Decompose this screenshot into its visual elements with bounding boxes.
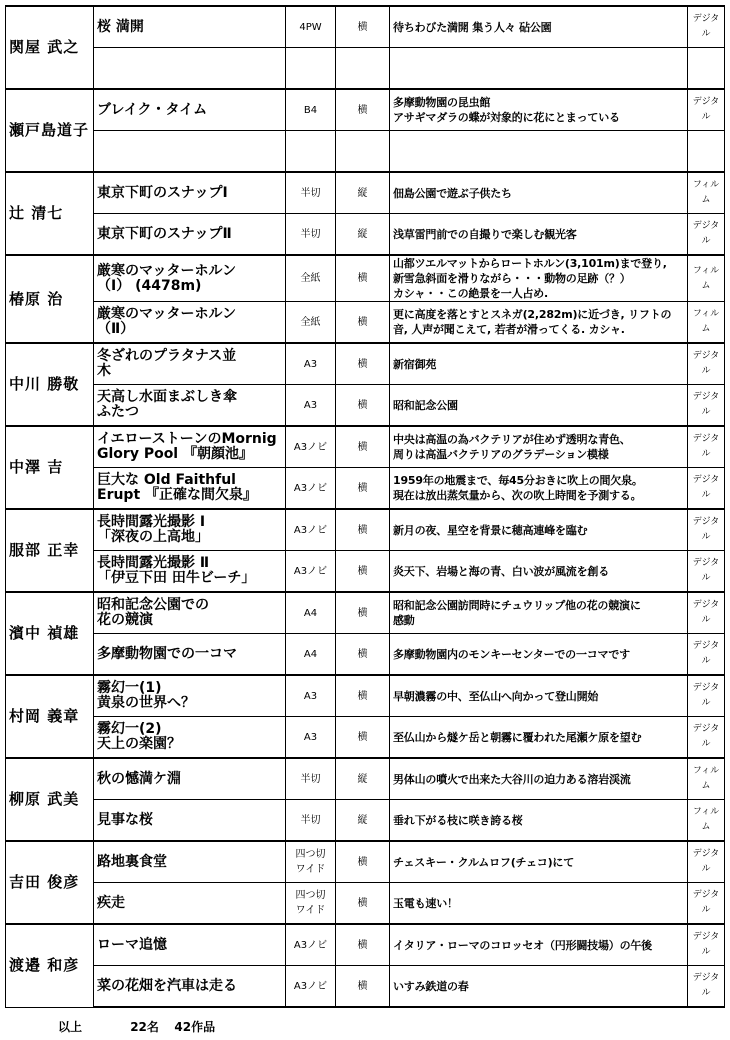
work-media: デジタル	[688, 385, 725, 427]
work-media: デジタル	[688, 551, 725, 593]
work-title: 路地裏食堂	[94, 841, 286, 883]
work-media: デジタル	[688, 343, 725, 385]
work-orientation: 横	[336, 717, 390, 759]
work-size: A4	[286, 592, 336, 634]
work-size: 半切	[286, 214, 336, 256]
work-size: 半切	[286, 800, 336, 842]
author-name: 中澤 吉	[6, 426, 94, 509]
table-row	[6, 551, 725, 593]
table-row	[6, 385, 725, 427]
work-media: フィルム	[688, 172, 725, 214]
work-title	[94, 48, 286, 90]
work-description: 男体山の噴火で出来た大谷川の迫力ある溶岩渓流	[390, 758, 688, 800]
work-orientation: 横	[336, 385, 390, 427]
work-title: 東京下町のスナップⅡ	[94, 214, 286, 256]
work-description: 至仏山から燧ケ岳と朝霧に覆われた尾瀬ケ原を望む	[390, 717, 688, 759]
work-description: 多摩動物園内のモンキーセンターでの一コマです	[390, 634, 688, 676]
footer-label: 以上	[58, 1020, 83, 1034]
work-orientation: 横	[336, 592, 390, 634]
work-orientation: 横	[336, 551, 390, 593]
work-title: 霧幻一(1) 黄泉の世界へ？	[94, 675, 286, 717]
author-name: 椿原 治	[6, 255, 94, 343]
work-title: 長時間露光撮影 Ⅱ 「伊豆下田 田牛ビーチ」	[94, 551, 286, 593]
table-row	[6, 131, 725, 173]
table-row	[6, 841, 725, 883]
work-description: 中央は高温の為バクテリアが住めず透明な青色、 周りは高温バクテリアのグラデーション模様	[390, 426, 688, 468]
work-size: A3ノビ	[286, 551, 336, 593]
work-title: 長時間露光撮影 Ⅰ 「深夜の上高地」	[94, 509, 286, 551]
works-table	[5, 5, 725, 1008]
work-description: 山都ツエルマットからロートホルン(3,101m)まで登り, 新雪急斜面を滑りながら・・・動物の足跡（？） カシャ・・この絶景を一人占め.	[390, 255, 688, 302]
table-row	[6, 89, 725, 131]
work-media: デジタル	[688, 214, 725, 256]
work-title: 東京下町のスナップⅠ	[94, 172, 286, 214]
work-title: 見事な桜	[94, 800, 286, 842]
work-orientation: 横	[336, 634, 390, 676]
work-size: A3	[286, 675, 336, 717]
table-row	[6, 302, 725, 344]
work-title: 厳寒のマッターホルン （Ⅰ） (4478m)	[94, 255, 286, 302]
work-title: 秋の憾満ケ淵	[94, 758, 286, 800]
table-row	[6, 343, 725, 385]
work-orientation: 横	[336, 468, 390, 510]
table-row	[6, 758, 725, 800]
work-description: 待ちわびた満開 集う人々 砧公園	[390, 6, 688, 48]
table-row	[6, 468, 725, 510]
work-orientation: 横	[336, 302, 390, 344]
work-description: 玉電も速い！	[390, 883, 688, 925]
work-title: 天高し水面まぶしき傘 ふたつ	[94, 385, 286, 427]
table-row	[6, 800, 725, 842]
work-orientation: 横	[336, 6, 390, 48]
author-name: 中川 勝敬	[6, 343, 94, 426]
work-size: 半切	[286, 758, 336, 800]
work-description	[390, 48, 688, 90]
work-media: デジタル	[688, 509, 725, 551]
author-name: 服部 正幸	[6, 509, 94, 592]
work-title: 巨大な Old Faithful Erupt 『正確な間欠泉』	[94, 468, 286, 510]
work-description: 昭和記念公園訪問時にチュウリップ他の花の競演に 感動	[390, 592, 688, 634]
work-orientation: 横	[336, 841, 390, 883]
work-description: 炎天下、岩場と海の青、白い波が風流を創る	[390, 551, 688, 593]
work-size: 4PW	[286, 6, 336, 48]
work-size: 半切	[286, 172, 336, 214]
work-media: デジタル	[688, 89, 725, 131]
table-row	[6, 255, 725, 302]
author-name: 柳原 武美	[6, 758, 94, 841]
author-name: 濱中 禎雄	[6, 592, 94, 675]
work-media: デジタル	[688, 924, 725, 966]
work-description: イタリア・ローマのコロッセオ（円形闘技場）の午後	[390, 924, 688, 966]
work-size: A3ノビ	[286, 966, 336, 1008]
table-row	[6, 883, 725, 925]
work-title: 厳寒のマッターホルン （Ⅱ）	[94, 302, 286, 344]
table-row	[6, 675, 725, 717]
work-orientation: 横	[336, 883, 390, 925]
footer-people-count: 22名	[130, 1020, 159, 1034]
table-row	[6, 924, 725, 966]
work-orientation	[336, 48, 390, 90]
table-row	[6, 966, 725, 1008]
work-orientation: 横	[336, 255, 390, 302]
author-name: 辻 清七	[6, 172, 94, 255]
table-row	[6, 717, 725, 759]
work-description: 多摩動物園の昆虫館 アサギマダラの蝶が対象的に花にとまっている	[390, 89, 688, 131]
work-size: A3ノビ	[286, 924, 336, 966]
work-size: A3	[286, 717, 336, 759]
work-media: フィルム	[688, 800, 725, 842]
work-media: デジタル	[688, 6, 725, 48]
work-media: デジタル	[688, 675, 725, 717]
work-size: A3ノビ	[286, 468, 336, 510]
author-name: 渡邉 和彦	[6, 924, 94, 1007]
table-row	[6, 426, 725, 468]
work-title: ブレイク・タイム	[94, 89, 286, 131]
work-size: 全紙	[286, 255, 336, 302]
work-description: 昭和記念公園	[390, 385, 688, 427]
table-row	[6, 214, 725, 256]
work-media: デジタル	[688, 634, 725, 676]
work-orientation: 縦	[336, 172, 390, 214]
work-title: 桜 満開	[94, 6, 286, 48]
work-size: 四つ切 ワイド	[286, 841, 336, 883]
footer-works-count: 42作品	[174, 1020, 216, 1034]
work-title: 昭和記念公園での 花の競演	[94, 592, 286, 634]
work-orientation: 縦	[336, 800, 390, 842]
work-title: 菜の花畑を汽車は走る	[94, 966, 286, 1008]
work-orientation: 横	[336, 89, 390, 131]
work-orientation: 縦	[336, 758, 390, 800]
author-name: 瀬戸島道子	[6, 89, 94, 172]
work-description: いすみ鉄道の春	[390, 966, 688, 1008]
work-title: 多摩動物園での一コマ	[94, 634, 286, 676]
table-row	[6, 592, 725, 634]
table-row	[6, 172, 725, 214]
work-media: デジタル	[688, 966, 725, 1008]
table-row	[6, 634, 725, 676]
work-description: チェスキー・クルムロフ(チェコ)にて	[390, 841, 688, 883]
work-media: デジタル	[688, 841, 725, 883]
work-title: イエローストーンのMornig Glory Pool 『朝顔池』	[94, 426, 286, 468]
work-size	[286, 48, 336, 90]
work-title	[94, 131, 286, 173]
work-size: B4	[286, 89, 336, 131]
work-size: 全紙	[286, 302, 336, 344]
work-size: A4	[286, 634, 336, 676]
table-row	[6, 6, 725, 48]
author-name: 吉田 俊彦	[6, 841, 94, 924]
work-title: ローマ追憶	[94, 924, 286, 966]
work-media: デジタル	[688, 592, 725, 634]
work-description: 更に高度を落とすとスネガ(2,282m)に近づき, リフトの音, 人声が聞こえて, 若者が滑ってくる. カシャ.	[390, 302, 688, 344]
work-description: 垂れ下がる枝に咲き誇る桜	[390, 800, 688, 842]
work-size: A3	[286, 343, 336, 385]
work-size	[286, 131, 336, 173]
work-media: デジタル	[688, 883, 725, 925]
work-size: 四つ切 ワイド	[286, 883, 336, 925]
work-media: フィルム	[688, 758, 725, 800]
work-orientation: 横	[336, 343, 390, 385]
work-description: 佃島公園で遊ぶ子供たち	[390, 172, 688, 214]
work-orientation	[336, 131, 390, 173]
work-media: デジタル	[688, 426, 725, 468]
footer-summary	[58, 1018, 215, 1035]
work-description: 浅草雷門前での自撮りで楽しむ観光客	[390, 214, 688, 256]
work-media: フィルム	[688, 255, 725, 302]
work-size: A3ノビ	[286, 426, 336, 468]
work-media: デジタル	[688, 717, 725, 759]
work-description: 新宿御苑	[390, 343, 688, 385]
work-orientation: 横	[336, 509, 390, 551]
work-description: 新月の夜、星空を背景に穂高連峰を臨む	[390, 509, 688, 551]
work-description: 早朝濃霧の中、至仏山へ向かって登山開始	[390, 675, 688, 717]
work-orientation: 横	[336, 966, 390, 1008]
work-description: 1959年の地震まで、毎45分おきに吹上の間欠泉。 現在は放出蒸気量から、次の吹上時間を予測する。	[390, 468, 688, 510]
work-title: 冬ざれのプラタナス並 木	[94, 343, 286, 385]
work-media	[688, 48, 725, 90]
work-media	[688, 131, 725, 173]
work-orientation: 横	[336, 924, 390, 966]
table-row	[6, 509, 725, 551]
works-table-body	[6, 6, 725, 1007]
work-title: 霧幻一(2) 天上の楽園？	[94, 717, 286, 759]
work-orientation: 横	[336, 426, 390, 468]
work-title: 疾走	[94, 883, 286, 925]
author-name: 関屋 武之	[6, 6, 94, 89]
work-size: A3	[286, 385, 336, 427]
work-media: フィルム	[688, 302, 725, 344]
work-orientation: 縦	[336, 214, 390, 256]
author-name: 村岡 義章	[6, 675, 94, 758]
work-media: デジタル	[688, 468, 725, 510]
work-orientation: 横	[336, 675, 390, 717]
work-size: A3ノビ	[286, 509, 336, 551]
work-description	[390, 131, 688, 173]
table-row	[6, 48, 725, 90]
